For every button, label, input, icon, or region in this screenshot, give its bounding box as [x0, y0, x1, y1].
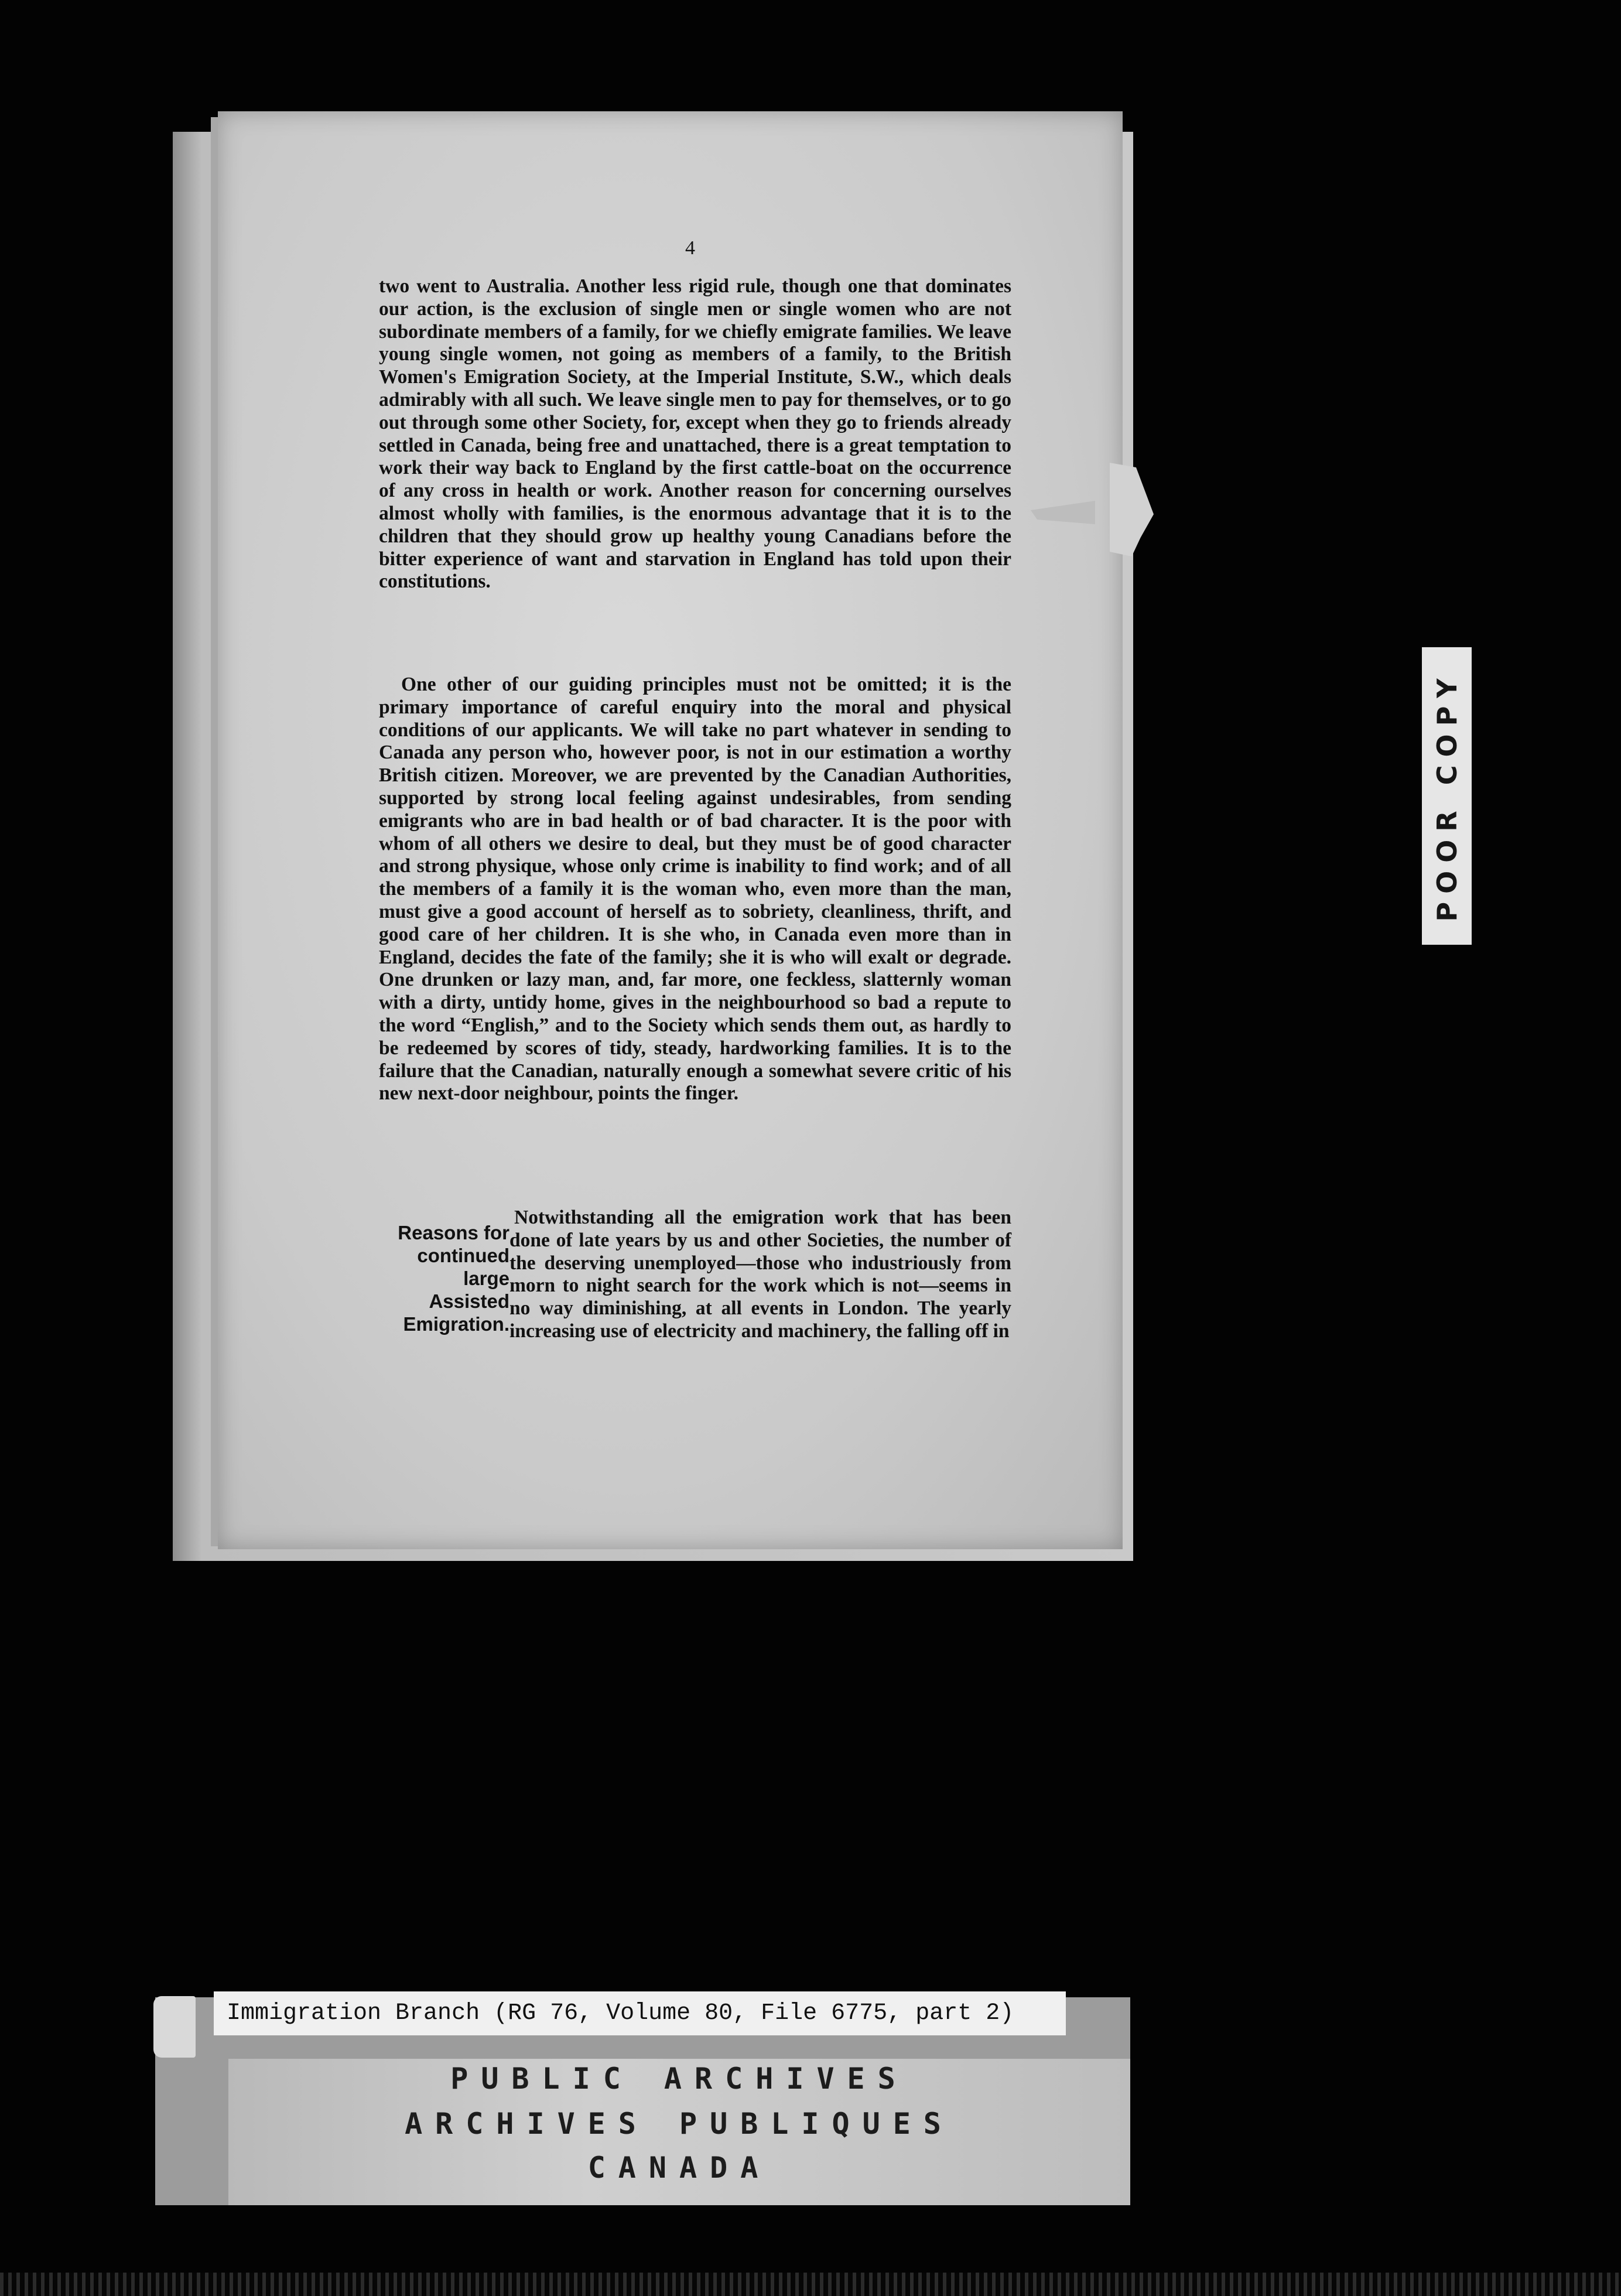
body-paragraph-1 [379, 275, 1011, 593]
margin-note-line: continued [417, 1245, 509, 1266]
stamp-text: POOR COPY [1431, 670, 1463, 922]
film-edge [0, 2273, 1621, 2296]
margin-note [372, 1221, 509, 1335]
paragraph-text: One other of our guiding principles must not be omitted; it is the primary importance of careful enquiry into the moral and physical conditions of our applicants. We will take no part whatever in sending to Canada any person who, however poor, is not in our estimation a worthy British citizen. Moreover, we are prevented by the Canadian Authorities, supported by strong local feeling against undesirables, from sending emigrants who are in bad health or of bad character. It is the poor with whom of all others we desire to deal, but they must be of good character and strong physique, whose only crime is inability to find work; and of all the members of a family it is the woman who, even more than the man, must give a good account of herself as to sobriety, cleanliness, thrift, and good care of her children. It is she who, in Canada even more than in England, decides the fate of the family; she it is who will exalt or degrade. One drunken or lazy man, and, far more, one feckless, slatternly woman with a dirty, untidy home, gives in the neighbourhood so bad a repute to the word “English,” and to the Society which sends them out, as hardly to be redeemed by scores of tidy, steady, hardworking families. It is to the failure that the Canadian, naturally enough a somewhat severe critic of his new next-door neighbour, points the finger. [379, 674, 1011, 1105]
archive-country: CANADA [587, 2151, 771, 2185]
archive-name-fr: ARCHIVES PUBLIQUES [405, 2107, 954, 2141]
archive-name-en: PUBLIC ARCHIVES [450, 2062, 908, 2096]
body-paragraph-3 [509, 1207, 1011, 1343]
paragraph-text: two went to Australia. Another less rigid rule, though one that dominates our action, is the exclusion of single men or single women who are not subordinate members of a family, for we chiefly emigrate families. We leave young single women, not going as members of a family, to the British Women's Emigration Society, at the Imperial Institute, S.W., which deals admirably with all such. We leave single men to pay for themselves, or to go out through some other Society, for, except when they go to friends already settled in Canada, being free and unattached, there is a great temptation to work their way back to England by the first cattle-boat on the occurrence of any cross in health or work. Another reason for concerning ourselves almost wholly with families, is the enormous advantage that it is to the children that they should grow up healthy young Canadians before the bitter experience of want and starvation in England has told upon their constitutions. [379, 275, 1011, 593]
margin-note-line: Assisted [429, 1290, 509, 1312]
paragraph-text: Notwithstanding all the emigration work that has been done of late years by us and other Societies, the number of the deserving unemployed—those who industriously from morn to night search for the work which is not—seems in no way diminishing, at all events in London. The yearly increasing use of electricity and machinery, the falling off in [509, 1207, 1011, 1342]
body-paragraph-2 [379, 674, 1011, 1105]
margin-note-line: large [463, 1267, 509, 1289]
margin-note-line: Emigration. [403, 1313, 509, 1335]
reference-label: Immigration Branch (RG 76, Volume 80, File 6775, part 2) [214, 1991, 1066, 2035]
margin-note-line: Reasons for [398, 1222, 509, 1243]
poor-copy-stamp [1422, 647, 1472, 945]
page-number: 4 [685, 237, 695, 259]
page-tear [1110, 463, 1154, 556]
archive-tag-tab [153, 1996, 196, 2058]
